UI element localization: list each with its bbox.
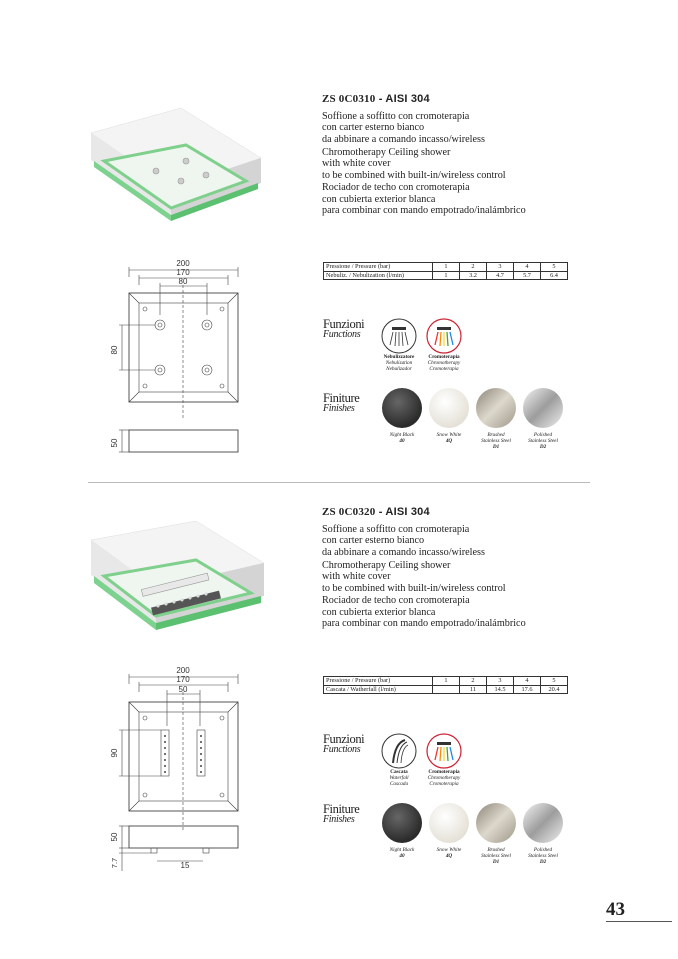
dim-inner-1: 80	[178, 277, 188, 286]
finish-swatch	[476, 803, 516, 843]
finish-night-black-2: Night Black 40	[378, 803, 426, 859]
table-row: Pressione / Pressure (bar) 1 2 3 4 5	[324, 677, 568, 686]
finish-snow-white-1: Snow White 4Q	[425, 388, 473, 444]
product-image-1	[86, 103, 266, 223]
chromotherapy-function-2: Cromoterapia Chromotherapy Cromoterapia	[424, 733, 464, 787]
table-row: Nebuliz. / Nebulization (l/min) 1 3.2 4.7 5.7 6.4	[324, 271, 568, 280]
dim-height-2: 50	[110, 832, 119, 842]
finish-snow-white-2: Snow White 4Q	[425, 803, 473, 859]
product-description-1: Soffione a soffitto con cromoterapia con carter esterno bianco da abbinare a comando incasso/wireless Chromotherapy Ceiling shower with white cover to be combined with built-in/wireless control Rociador de techo con cromoterapia con cubierta exterior blanca para combinar con mando empotrado/inalámbrico	[322, 111, 526, 217]
section-divider	[88, 482, 590, 483]
product-description-2: Soffione a soffitto con cromoterapia con carter esterno bianco da abbinare a comando incasso/wireless Chromotherapy Ceiling shower with white cover to be combined with built-in/wireless control Rociador de techo con cromoterapia con cubierta exterior blanca para combinar con mando empotrado/inalámbrico	[322, 524, 526, 630]
technical-drawing-2	[105, 666, 255, 881]
finish-swatch	[476, 388, 516, 428]
dim-side-2: 90	[110, 748, 119, 758]
chromotherapy-function-1: Cromoterapia Chromotherapy Cromoterapia	[424, 318, 464, 372]
finish-swatch	[523, 803, 563, 843]
finish-swatch	[429, 803, 469, 843]
chromotherapy-icon	[426, 318, 462, 354]
dim-width-2: 200	[176, 666, 190, 675]
pressure-table-1	[323, 262, 568, 280]
dim-width-1: 200	[176, 259, 190, 268]
dim-base-2: 7.7	[110, 857, 119, 869]
table-row: Pressione / Pressure (bar) 1 2 3 4 5	[324, 263, 568, 272]
nebulization-function-1: Nebulizzatore Nebulization Nebulizador	[379, 318, 419, 372]
waterfall-function-2: Cascata Waterfall Cascada	[379, 733, 419, 787]
dim-side-1: 80	[110, 345, 119, 355]
functions-heading-1: Funzioni Functions	[323, 317, 365, 340]
dim-mid-1: 170	[176, 268, 190, 277]
waterfall-icon	[381, 733, 417, 769]
table-row: Cascata / Watherfall (l/min) 11 14.5 17.6 20.4	[324, 685, 568, 694]
finish-brushed-steel-2: Brushed Stainless Steel D1	[472, 803, 520, 866]
finish-swatch	[382, 388, 422, 428]
finish-polished-steel-2: Polished Stainless Steel D2	[519, 803, 567, 866]
pressure-table-2	[323, 676, 568, 694]
finish-swatch	[382, 803, 422, 843]
page-number-rule	[606, 921, 672, 922]
product-code-2: ZS 0C0320 - AISI 304	[322, 506, 430, 518]
nebulization-icon	[381, 318, 417, 354]
finish-brushed-steel-1: Brushed Stainless Steel D1	[472, 388, 520, 451]
functions-heading-2: Funzioni Functions	[323, 732, 365, 755]
dim-height-1: 50	[110, 438, 119, 448]
dim-gap-2: 15	[180, 861, 190, 870]
dim-inner-2: 50	[178, 685, 188, 694]
dim-mid-2: 170	[176, 675, 190, 684]
finish-night-black-1: Night Black 40	[378, 388, 426, 444]
product-image-2	[86, 518, 266, 643]
page-number: 43	[606, 899, 625, 920]
finishes-heading-1: Finiture Finishes	[323, 391, 360, 414]
finishes-heading-2: Finiture Finishes	[323, 802, 360, 825]
finish-swatch	[429, 388, 469, 428]
finish-swatch	[523, 388, 563, 428]
finish-polished-steel-1: Polished Stainless Steel D2	[519, 388, 567, 451]
technical-drawing-1	[105, 255, 255, 460]
product-code-1: ZS 0C0310 - AISI 304	[322, 93, 430, 105]
chromotherapy-icon	[426, 733, 462, 769]
